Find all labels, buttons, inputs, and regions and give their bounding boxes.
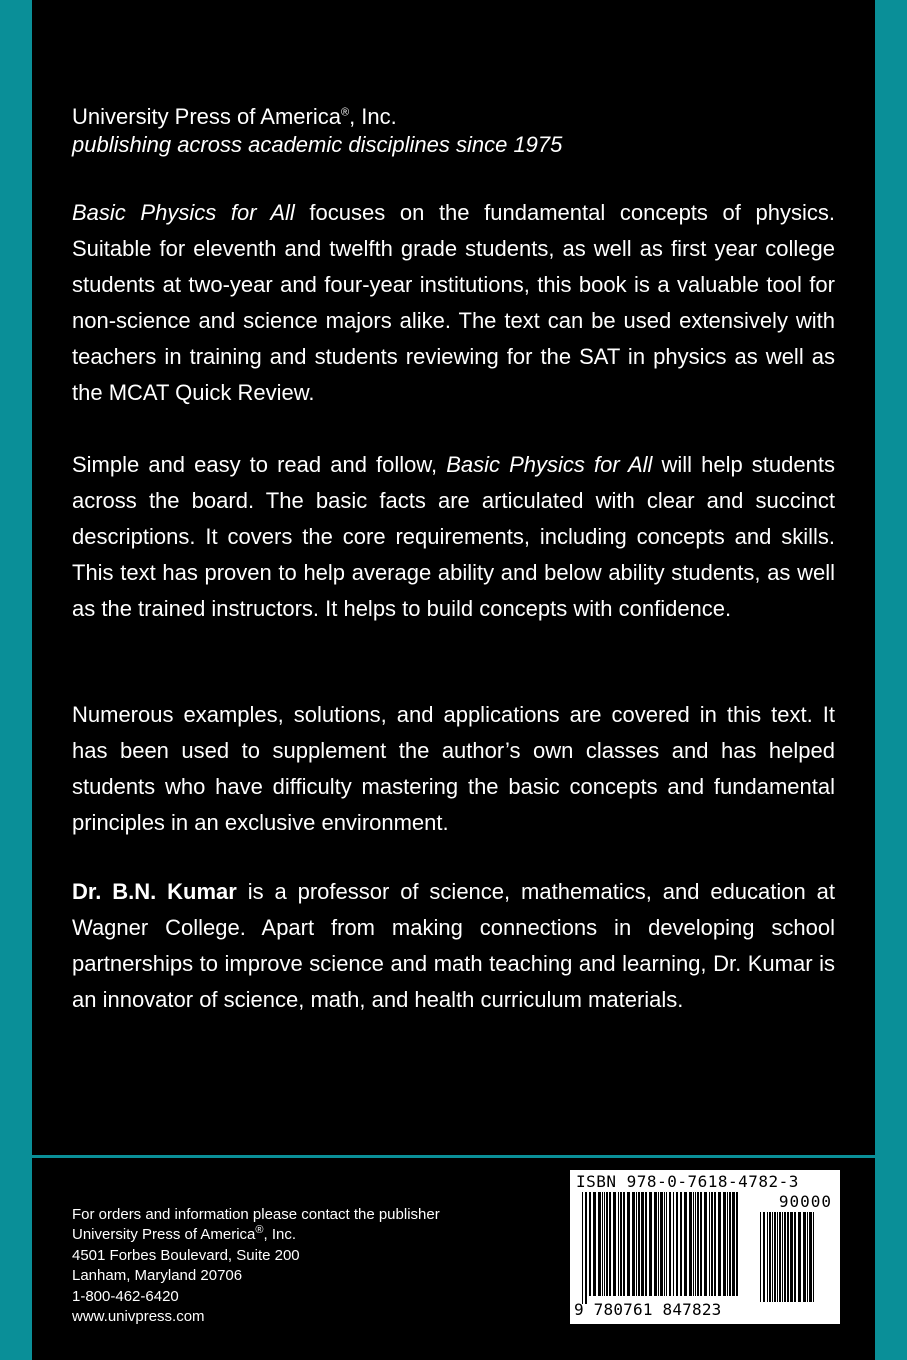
contact-address: 4501 Forbes Boulevard, Suite 200 xyxy=(72,1246,300,1264)
barcode-bar xyxy=(660,1192,663,1296)
barcode-bar xyxy=(602,1192,603,1296)
barcode-bar xyxy=(632,1192,635,1296)
divider-line xyxy=(32,1155,875,1158)
description-paragraph-2: Simple and easy to read and follow, Basic Physics for All will help students across the board. The basic facts are articulated with clear and succinct descriptions. It covers the core requirements, including concepts and skills. This text has proven to help average ability and below ability students, as well as the trained instructors. It helps to build concepts with confidence. xyxy=(72,452,835,621)
isbn-barcode xyxy=(570,1170,840,1324)
barcode-bar xyxy=(790,1212,793,1302)
barcode-bar xyxy=(779,1212,781,1302)
barcode-bar xyxy=(732,1192,735,1296)
barcode-bar xyxy=(723,1192,726,1296)
barcode-bar xyxy=(772,1212,773,1302)
barcode-bar xyxy=(693,1192,694,1296)
barcode-bar xyxy=(711,1192,713,1296)
contact-phone: 1-800-462-6420 xyxy=(72,1287,179,1305)
barcode-bar xyxy=(700,1192,702,1296)
barcode-bar xyxy=(664,1192,665,1296)
barcode-digits: 9 780761 847823 xyxy=(574,1300,722,1319)
barcode-bar xyxy=(813,1212,814,1302)
barcode-bar xyxy=(760,1212,761,1302)
barcode-bar xyxy=(680,1192,682,1296)
barcode-bar xyxy=(689,1192,692,1296)
barcode-bar xyxy=(636,1192,637,1296)
barcode-bar xyxy=(585,1192,587,1304)
barcode-bar xyxy=(729,1192,731,1296)
barcode-bar xyxy=(809,1212,812,1302)
barcode-bar xyxy=(718,1192,721,1296)
publisher-header xyxy=(72,103,562,159)
contact-city: Lanham, Maryland 20706 xyxy=(72,1267,243,1285)
barcode-bar xyxy=(709,1192,710,1296)
barcode-bar xyxy=(767,1212,768,1302)
barcode-bar xyxy=(736,1192,738,1296)
publisher-contact: For orders and information please contact the publisher University Press of America®, Inc. 4501 Forbes Boulevard, Suite 200 Lanham, Maryland 20706 1-800-462-6420 www.univpress.com xyxy=(72,1205,440,1327)
barcode-bar xyxy=(697,1192,699,1296)
barcode-bar xyxy=(623,1192,625,1296)
barcode-bar xyxy=(658,1192,659,1296)
barcode-bar xyxy=(589,1192,591,1296)
description-paragraph-1: Basic Physics for All focuses on the fundamental concepts of physics. Suitable for eleventh and twelfth grade students, as well as first year college students at two-year and four-year institutions, this book is a valuable tool for non-science and science majors alike. The text can be used extensively with teachers in training and students reviewing for the SAT in physics as well as the MCAT Quick Review. xyxy=(72,200,835,405)
barcode-bar xyxy=(666,1192,667,1296)
barcode-bar xyxy=(782,1212,783,1302)
barcode-bar xyxy=(649,1192,652,1296)
barcode-bar xyxy=(669,1192,671,1296)
barcode-bar xyxy=(654,1192,657,1296)
barcode-bar xyxy=(582,1192,583,1304)
barcode-bar xyxy=(798,1212,801,1302)
barcode-bar xyxy=(620,1192,622,1296)
barcode-bar xyxy=(769,1212,771,1302)
barcode-bar xyxy=(593,1192,596,1296)
barcode-bar xyxy=(609,1192,611,1296)
barcode-bar xyxy=(598,1192,601,1296)
author-bio: Dr. B.N. Kumar is a professor of science, mathematics, and education at Wagner College. Apart from making connections in developing school partnerships to improve science and math teaching and learning, Dr. Kumar is an innovator of science, math, and health curriculum materials. xyxy=(72,879,835,1012)
barcode-bar xyxy=(641,1192,644,1296)
barcode-bar xyxy=(763,1212,765,1302)
barcode-bar xyxy=(684,1192,687,1296)
price-code: 90000 xyxy=(778,1192,832,1211)
contact-website: www.univpress.com xyxy=(72,1308,205,1326)
barcode-bar xyxy=(704,1192,707,1296)
publisher-name: University Press of America®, Inc. xyxy=(72,104,397,129)
barcode-bar xyxy=(618,1192,619,1296)
barcode-bar xyxy=(727,1192,728,1296)
barcode-bar xyxy=(627,1192,630,1296)
barcode-bar xyxy=(714,1192,716,1296)
isbn-number: ISBN 978-0-7618-4782-3 xyxy=(576,1172,799,1191)
barcode-bar xyxy=(613,1192,616,1296)
book-title: Basic Physics for All xyxy=(446,452,653,477)
barcode-bar xyxy=(794,1212,796,1302)
barcode-bar xyxy=(638,1192,640,1296)
barcode-bar xyxy=(774,1212,776,1302)
barcode-bar xyxy=(695,1192,696,1296)
barcode-bar xyxy=(803,1212,806,1302)
barcode-bar xyxy=(807,1212,808,1302)
barcode-bar xyxy=(676,1192,678,1296)
barcode-bar xyxy=(787,1212,789,1302)
barcode-bar xyxy=(645,1192,647,1296)
barcode-bar xyxy=(673,1192,674,1296)
description-paragraph-3: Numerous examples, solutions, and applications are covered in this text. It has been used to supplement the author’s own classes and has helped students who have difficulty mastering the basic concepts and fundamental principles in an exclusive environment. xyxy=(72,702,835,835)
barcode-bar xyxy=(784,1212,786,1302)
author-name: Dr. B.N. Kumar xyxy=(72,879,237,904)
book-title: Basic Physics for All xyxy=(72,200,295,225)
barcode-bar xyxy=(606,1192,608,1296)
back-cover xyxy=(32,0,875,1360)
barcode-bar xyxy=(604,1192,605,1296)
barcode-bar xyxy=(777,1212,778,1302)
publisher-tagline: publishing across academic disciplines since 1975 xyxy=(72,132,563,157)
